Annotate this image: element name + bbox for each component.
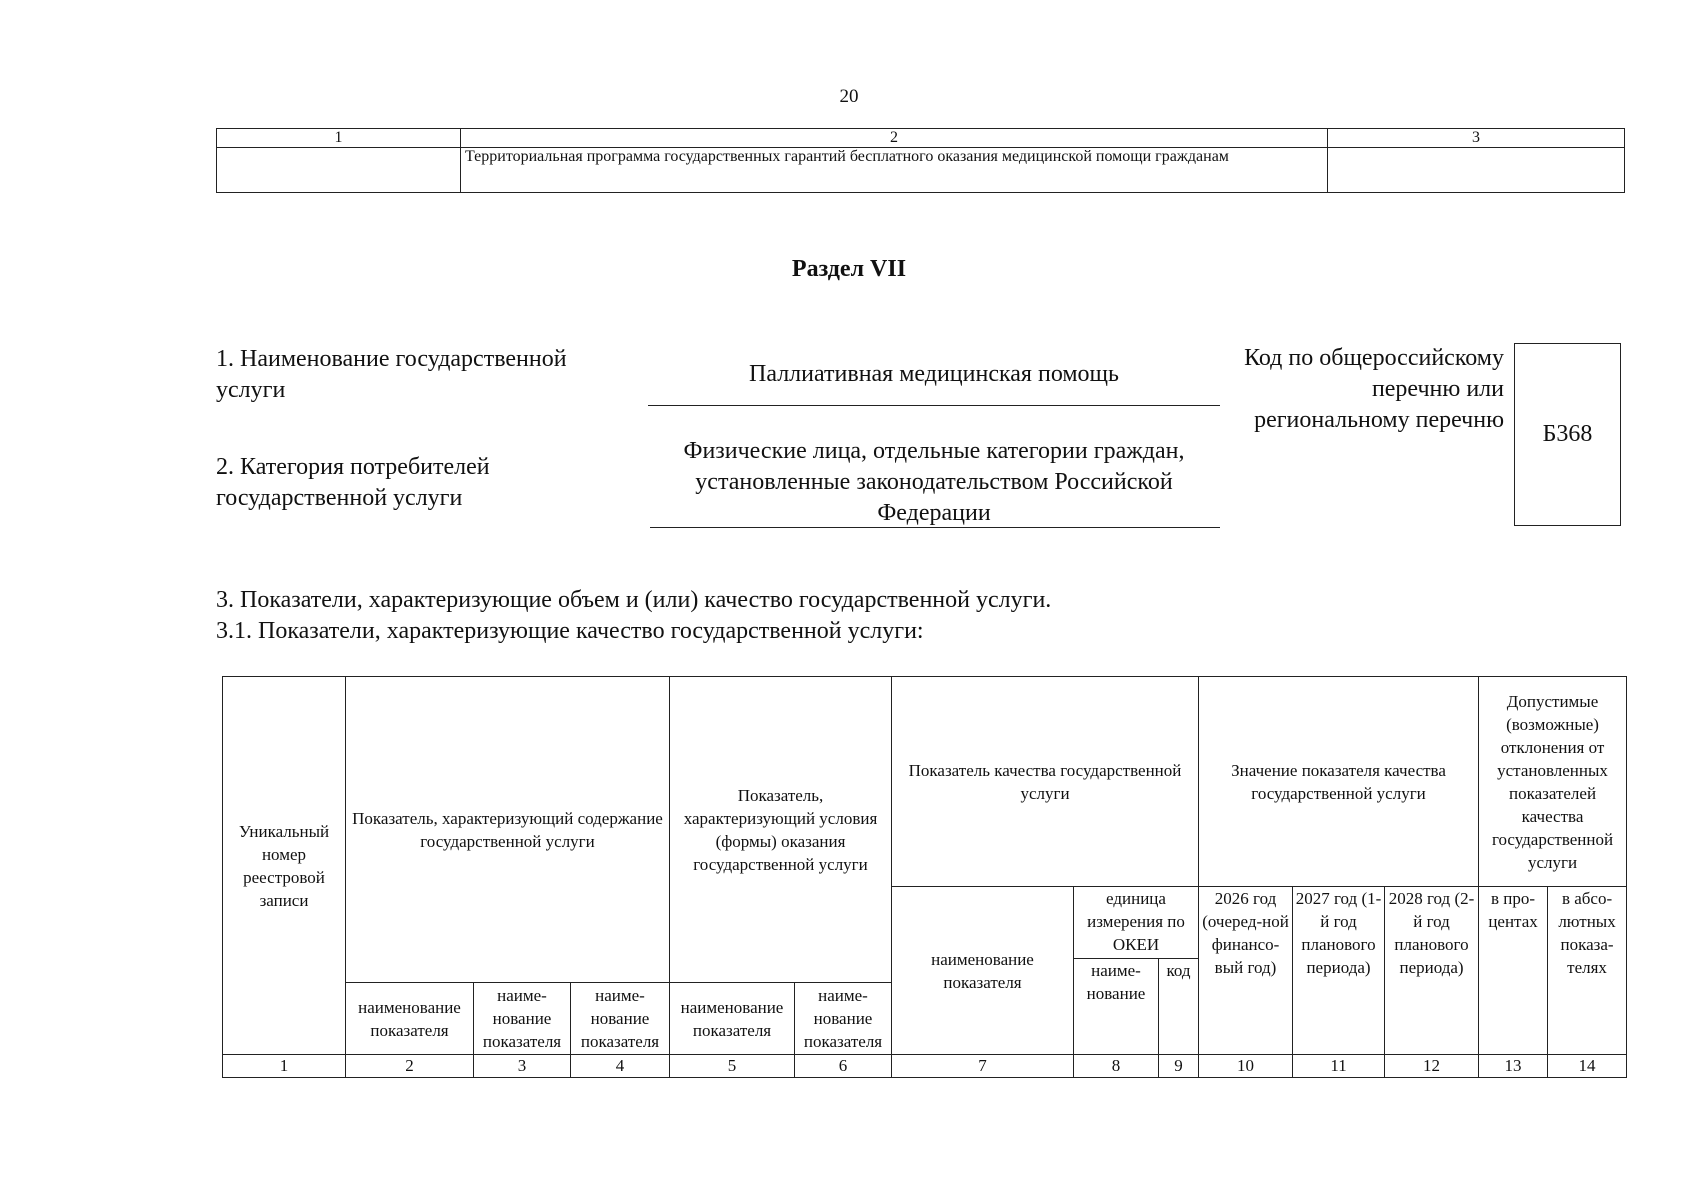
- quality-heading: 3.1. Показатели, характеризующие качество государственной услуги:: [216, 618, 924, 644]
- header-cell: Показатель, характеризующий условия (формы) оказания государственной услуги: [670, 677, 892, 983]
- code-label: Код по общероссийскому перечню или региональному перечню: [1244, 345, 1504, 433]
- header-cell: Показатель, характеризующий содержание государственной услуги: [346, 677, 670, 983]
- column-number: 1: [223, 1055, 346, 1078]
- header-cell: 2026 год (очеред-ной финансо-вый год): [1199, 887, 1293, 1055]
- service-name-value: Паллиативная медицинская помощь: [749, 361, 1119, 387]
- header-cell: Уникальный номер реестровой записи: [223, 677, 346, 1055]
- column-number: 12: [1385, 1055, 1479, 1078]
- underline: [648, 405, 1220, 406]
- code-value: Б368: [1542, 421, 1593, 447]
- continuation-table: [216, 128, 1625, 193]
- column-number: 13: [1479, 1055, 1548, 1078]
- code-box: [1514, 343, 1621, 526]
- consumer-category-label: 2. Категория потребителей государственной услуги: [216, 454, 490, 511]
- table-header-row: [223, 677, 1627, 887]
- column-number: 10: [1199, 1055, 1293, 1078]
- underline: [650, 527, 1220, 528]
- header-cell: наиме-нование показателя: [795, 983, 892, 1055]
- column-number: 11: [1293, 1055, 1385, 1078]
- column-number: 3: [1328, 129, 1625, 148]
- table-cell: [217, 148, 461, 193]
- header-cell: код: [1159, 959, 1199, 1055]
- indicators-heading: 3. Показатели, характеризующие объем и (или) качество государственной услуги.: [216, 587, 1052, 613]
- table-header-row: [217, 129, 1625, 148]
- service-name-label: 1. Наименование государственной услуги: [216, 346, 567, 403]
- column-number: 7: [892, 1055, 1074, 1078]
- quality-indicators-table: [222, 676, 1627, 1078]
- column-number: 9: [1159, 1055, 1199, 1078]
- column-number: 3: [474, 1055, 571, 1078]
- header-cell: Значение показателя качества государственной услуги: [1199, 677, 1479, 887]
- header-cell: наименование показателя: [892, 887, 1074, 1055]
- table-row: [217, 148, 1625, 193]
- page-number: 20: [839, 86, 859, 107]
- header-cell: Показатель качества государственной услуги: [892, 677, 1199, 887]
- header-cell: единица измерения по ОКЕИ: [1074, 887, 1199, 959]
- table-cell: Территориальная программа государственных гарантий бесплатного оказания медицинской помощи гражданам: [461, 148, 1328, 193]
- header-cell: наименование показателя: [346, 983, 474, 1055]
- column-number: 1: [217, 129, 461, 148]
- column-number: 5: [670, 1055, 795, 1078]
- column-number: 2: [461, 129, 1328, 148]
- header-cell: наиме-нование: [1074, 959, 1159, 1055]
- column-number: 4: [571, 1055, 670, 1078]
- header-cell: в абсо-лютных показа-телях: [1548, 887, 1627, 1055]
- column-number: 8: [1074, 1055, 1159, 1078]
- column-number: 14: [1548, 1055, 1627, 1078]
- header-cell: 2027 год (1-й год планового периода): [1293, 887, 1385, 1055]
- table-cell: [1328, 148, 1625, 193]
- section-title: Раздел VII: [791, 256, 907, 282]
- column-number-row: [223, 1055, 1627, 1078]
- header-cell: Допустимые (возможные) отклонения от установленных показателей качества государственной услуги: [1479, 677, 1627, 887]
- header-cell: наиме-нование показателя: [474, 983, 571, 1055]
- consumer-category-value: Физические лица, отдельные категории граждан, установленные законодательством Российской Федерации: [683, 438, 1185, 526]
- header-cell: наименование показателя: [670, 983, 795, 1055]
- column-number: 2: [346, 1055, 474, 1078]
- header-cell: 2028 год (2-й год планового периода): [1385, 887, 1479, 1055]
- column-number: 6: [795, 1055, 892, 1078]
- header-cell: в про-центах: [1479, 887, 1548, 1055]
- header-cell: наиме-нование показателя: [571, 983, 670, 1055]
